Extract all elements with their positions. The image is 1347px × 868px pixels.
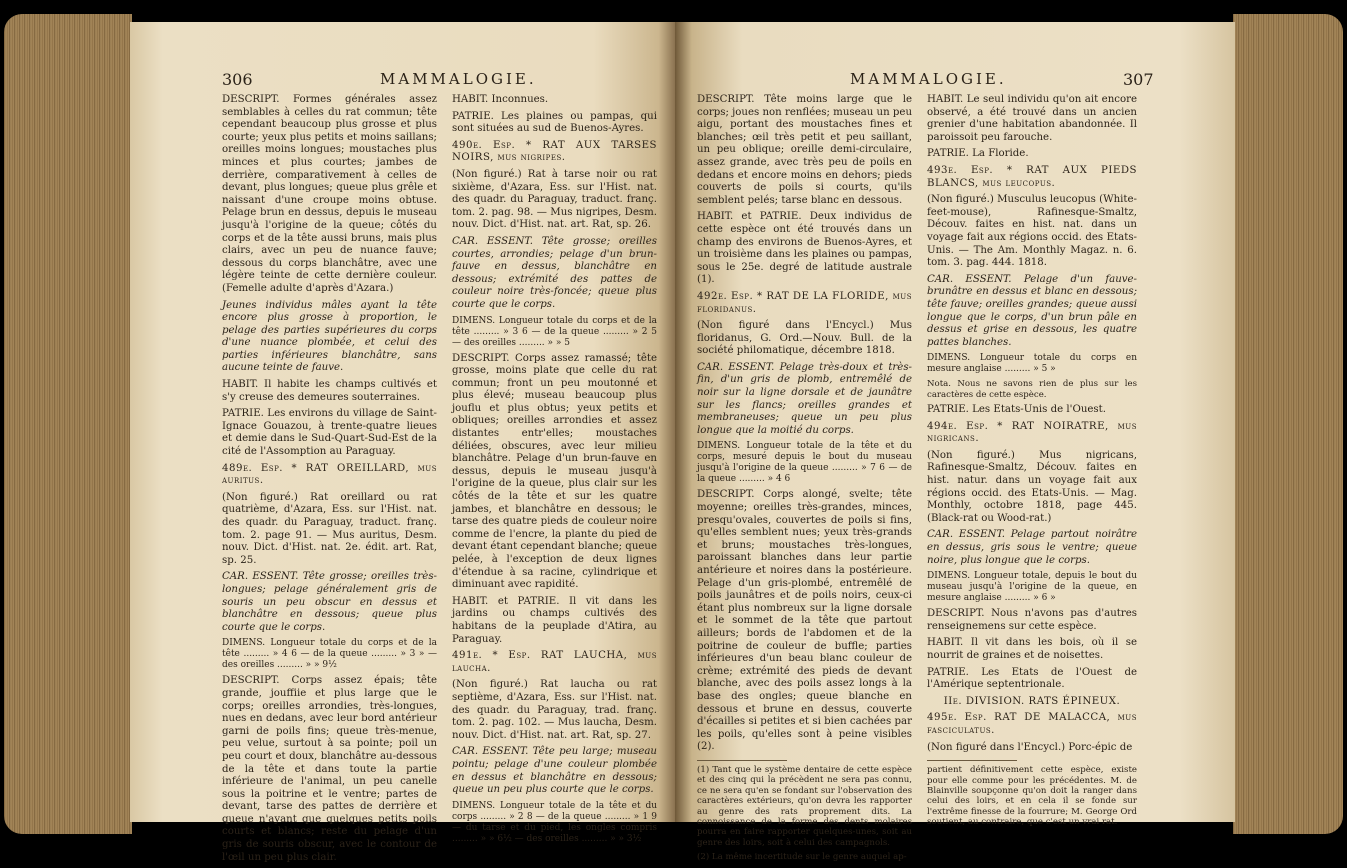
paragraph: DESCRIPT. Formes générales assez semblables à celles du rat commun; tête cependant beaucoup plus grosse et plus courte; yeux plus petits et moins saillans; oreilles moins longues; moustaches plus minces et plus courtes; jambes de derrière, comparativement à celles de devant, plus longues; queue plus grêle et naissant d'une croupe moins obtuse. Pelage brun en dessus, depuis le museau jusqu'à l'origine de la queue; côtés du corps et de la tête aussi bruns, mais plus clairs, avec un peu de nuance fauve; dessous du corps blanchâtre, avec une légère teinte de cette dernière couleur. (Femelle adulte d'après d'Azara.): [222, 94, 437, 294]
paragraph: HABIT. Il vit dans les bois, où il se nourrit de graines et de noisettes.: [927, 637, 1137, 661]
paragraph: CAR. ESSENT. Tête peu large; museau pointu; pelage d'une couleur plombée en dessus et blanchâtre en dessous; queue un peu plus courte que le corps.: [452, 746, 657, 796]
paragraph: PATRIE. La Floride.: [927, 148, 1029, 160]
page-edges-right: [1233, 14, 1343, 834]
paragraph: (Non figuré.) Mus nigricans, Rafinesque-Smaltz, Découv. faites en hist. natur. dans un voyage fait aux régions occid. des Etats-Unis. — Mag. Monthly, octobre 1818, page 445. (Black-rat ou Wood-rat.): [927, 449, 1137, 524]
paragraph: DESCRIPT. Corps assez épais; tête grande, jouffiie et plus large que le corps; oreilles arrondies, très-longues, nues en dedans, avec leur bord antérieur garni de poils fins; queue très-menue, peu velue, surtout à sa pointe; poil un peu court et doux, blanchâtre au-dessous de la tête et dans toute la partie inférieure de l'animal, un peu canelle sous la poitrine et le ventre; partes de devant, tarse des pattes de derrière et queue n'ayant que quelques petits poils courts et blancs; reste du pelage d'un gris de souris obscur, avec le contour de l'œil un peu plus clair.: [222, 675, 437, 863]
species-heading: 489e. Esp. * RAT OREILLARD, mus auritus.: [222, 462, 437, 487]
running-header: MAMMALOGIE.: [850, 70, 1007, 88]
paragraph: CAR. ESSENT. Pelage partout noirâtre en dessus, gris sous le ventre; queue noire, plus longue que le corps.: [927, 529, 1137, 566]
paragraph: (Non figuré.) Musculus leucopus (White-feet-mouse), Rafinesque-Smaltz, Découv. faites en hist. nat. dans un voyage fait aux régions occid. des Etats-Unis. — The Am. Monthly Magaz. n. 6. tom. 3. pag. 444. 1818.: [927, 194, 1137, 269]
paragraph: PATRIE. Les Etats de l'Ouest de l'Amérique septentrionale.: [927, 666, 1137, 691]
species-heading: 491e. * Esp. RAT LAUCHA, mus laucha.: [452, 650, 657, 674]
right-page: [675, 22, 1235, 863]
footnote-rule: [697, 760, 787, 761]
species-heading: 492e. Esp. * RAT DE LA FLORIDE, mus floridanus.: [697, 290, 912, 315]
dimensions: DIMENS. Longueur totale du corps en mesure anglaise ......... » 5 »: [927, 353, 1137, 375]
paragraph: DESCRIPT. Tête moins large que le corps; joues non renflées; museau un peu aigu, portant des moustaches fines et blanches; œil très petit et peu saillant, un peu oblique; oreille demi-circulaire, assez grande, avec très peu de poils en dedans et encore moins en dehors; pieds couverts de poils si courts, qu'ils semblent pelés; tarse blanc en dessous.: [697, 94, 913, 206]
paragraph: (Non figuré.) Rat laucha ou rat septième, d'Azara, Ess. sur l'Hist. nat. des quadr. du Paraguay, trad. franç. tom. 2. pag. 102. — Mus laucha, Desm. nouv. Dict. d'Hist. nat. art. Rat, sp. 27.: [452, 679, 657, 741]
paragraph: CAR. ESSENT. Pelage d'un fauve-brunâtre en dessus et blanc en dessous; tête fauve; oreilles grandes; queue aussi longue que le corps, d'un brun pâle en dessus et grise en dessous, les quatre pattes blanches.: [927, 273, 1137, 348]
dimensions: DIMENS. Longueur totale, depuis le bout du museau jusqu'à l'origine de la queue, en mesure anglaise ......... » 6 »: [927, 571, 1137, 604]
page-number: 307: [1123, 70, 1154, 89]
paragraph: HABIT. Le seul individu qu'on ait encore observé, a été trouvé dans un ancien grenier d'une habitation abandonnée. Il paroissoit peu farouche.: [927, 94, 1137, 143]
paragraph: HABIT. Inconnues.: [452, 94, 549, 105]
paragraph: PATRIE. Les plaines ou pampas, qui sont situées au sud de Buenos-Ayres.: [452, 110, 657, 135]
footnote-rule: [927, 760, 1017, 761]
paragraph: CAR. ESSENT. Tête grosse; oreilles courtes, arrondies; pelage d'un brun-fauve en dessus, blanchâtre en dessous; extrémité des pattes de couleur noire très-foncée; queue plus courte que le corps.: [452, 235, 657, 310]
left-page: [130, 22, 675, 863]
division-heading: IIe. DIVISION. RATS ÉPINEUX.: [943, 695, 1121, 707]
dimensions: DIMENS. Longueur totale du corps et de la tête ......... » 3 6 — de la queue ......... » 2 5 — des oreilles ......... » » 5: [452, 315, 657, 348]
footnote: (2) La même incertitude sur le genre auquel ap-: [697, 852, 907, 863]
footnote: (1) Tant que le système dentaire de cette espèce et des cinq qui la précèdent ne sera pas connu, ce ne sera qu'en se fondant sur l'observation des caractères extérieurs, qu'on devra les rapporter au genre des rats proprement dits. La connoissance de la forme des dents molaires pourra en faire rapporter quelques-unes, soit au genre des loirs, soit à celui des campagnols.: [697, 764, 912, 848]
paragraph: DESCRIPT. Corps alongé, svelte; tête moyenne; oreilles très-grandes, minces, presqu'ovales, couvertes de poils si fins, qu'elles semblent nues; yeux très-grands et bruns; moustaches très-longues, paroissant blanches dans leur partie antérieure et noires dans la postérieure. Pelage d'un gris-plombé, entremêlé de poils jaunâtres et de poils noirs, ceux-ci étant plus nombreux sur la ligne dorsale et le sommet de la tête que partout ailleurs; bords de l'abdomen et de la poitrine de couleur de buffle; parties inférieures d'un beau blanc couleur de crème; extrémité des pieds de devant blanche, avec des poils assez longs à la base des ongles; queue blanche en dessous et brune en dessus, couverte d'écailles si petites et si bien cachées par les poils, qu'elles sont à peine visibles (2).: [697, 489, 912, 753]
species-heading: 493e. Esp. * RAT AUX PIEDS BLANCS, mus leucopus.: [927, 164, 1137, 189]
species-heading: 495e. Esp. RAT DE MALACCA, mus fasciculatus.: [927, 712, 1137, 736]
paragraph: (Non figuré.) Rat à tarse noir ou rat sixième, d'Azara, Ess. sur l'Hist. nat. des quadr. du Paraguay, traduct. franç. tom. 2. pag. 98. — Mus nigripes, Desm. nouv. Dict. d'Hist. nat. art. Rat, sp. 26.: [452, 168, 657, 231]
paragraph: (Non figuré.) Rat oreillard ou rat quatrième, d'Azara, Ess. sur l'Hist. nat. des quadr. du Paraguay, traduct. franç. tom. 2. page 91. — Mus auritus, Desm. nouv. Dict. d'Hist. nat. 2e. édit. art. Rat, sp. 25.: [222, 491, 437, 566]
dimensions: DIMENS. Longueur totale du corps et de la tête ......... » 4 6 — de la queue ......... » 3 » — des oreilles ......... » » 9½: [222, 638, 437, 671]
paragraph: HABIT. Il habite les champs cultivés et s'y creuse des demeures souterraines.: [222, 379, 437, 403]
footnote: partient définitivement cette espèce, existe pour elle comme pour les précédentes. M. de Blainville soupçonne qu'on doit la ranger dans celui des loirs, et en cela il se fonde sur l'extrême finesse de la fourrure; M. George Ord soutient, au contraire, que c'est un vrai rat.: [927, 765, 1137, 828]
paragraph: CAR. ESSENT. Tête grosse; oreilles très-longues; pelage généralement gris de souris un peu obscur en dessus et blanchâtre en dessous; queue plus courte que le corps.: [222, 571, 437, 633]
note: Nota. Nous ne savons rien de plus sur les caractères de cette espèce.: [927, 379, 1137, 400]
dimensions: DIMENS. Longueur totale de la tête et du corps ......... » 2 8 — de la queue ......... » 1 9 — du tarse et du pied, les ongles compris ......... » » 6½ — des oreilles ......... » » 3½: [452, 800, 657, 844]
page-edges-left: [4, 14, 132, 834]
paragraph: DESCRIPT. Corps assez ramassé; tête grosse, moins plate que celle du rat commun; front un peu moutonné et plus élevé; museau beaucoup plus jouflu et plus obtus; yeux petits et obliques; oreilles arrondies et assez distantes entr'elles; moustaches déliées, obscures, avec leur milieu blanchâtre. Pelage d'un brun-fauve en dessus, depuis le museau jusqu'à l'origine de la queue, plus clair sur les côtés de la tête et sur les quatre jambes, et blanchâtre en dessous; le tarse des quatre pieds de couleur noire comme de l'encre, la plante du pied de devant étant cependant blanche; queue pelée, à l'exception de deux lignes d'étendue à sa racine, cylindrique et diminuant avec rapidité.: [452, 352, 657, 591]
paragraph: PATRIE. Les Etats-Unis de l'Ouest.: [927, 404, 1106, 416]
paragraph: DESCRIPT. Nous n'avons pas d'autres renseignemens sur cette espèce.: [927, 608, 1137, 632]
left-column-2: [452, 94, 657, 849]
species-heading: 494e. Esp. * RAT NOIRATRE, mus nigricans.: [927, 420, 1137, 445]
paragraph: HABIT. et PATRIE. Il vit dans les jardins ou champs cultivés des habitans de la peuplade d'Atira, au Paraguay.: [452, 595, 657, 645]
species-heading: 490e. Esp. * RAT AUX TARSES NOIRS, mus nigripes.: [452, 139, 657, 164]
paragraph: Jeunes individus mâles ayant la tête encore plus grosse à proportion, le pelage des parties supérieures du corps d'une nuance plombée, et celui des parties inférieures blanchâtre, sans aucune teinte de fauve.: [222, 299, 437, 374]
right-column-1: [697, 94, 912, 867]
right-column-2: [927, 94, 1137, 832]
paragraph: HABIT. et PATRIE. Deux individus de cette espèce ont été trouvés dans un champ des environs de Buenos-Ayres, et un troisième dans les plaines ou pampas, sous le 25e. degré de latitude australe (1).: [697, 211, 912, 286]
running-header: MAMMALOGIE.: [380, 70, 537, 88]
paragraph: (Non figuré dans l'Encycl.) Mus floridanus, G. Ord.—Nouv. Bull. de la société philomatique, décembre 1818.: [697, 320, 912, 357]
page-number: 306: [222, 70, 253, 89]
dimensions: DIMENS. Longueur totale de la tête et du corps, mesuré depuis le bout du museau jusqu'à l'origine de la queue ......... » 7 6 — de la queue ......... » 4 6: [697, 441, 912, 485]
paragraph: CAR. ESSENT. Pelage très-doux et très-fin, d'un gris de plomb, entremêlé de noir sur la ligne dorsale et de jaunâtre sur les flancs; oreilles grandes et membraneuses; queue un peu plus longue que la moitié du corps.: [697, 361, 912, 436]
paragraph: (Non figuré dans l'Encycl.) Porc-épic de: [927, 741, 1133, 753]
left-column-1: [222, 94, 437, 868]
paragraph: PATRIE. Les environs du village de Saint-Ignace Gouazou, à trente-quatre lieues et demie dans le Sud-Quart-Sud-Est de la cité de l'Assomption au Paraguay.: [222, 408, 437, 458]
